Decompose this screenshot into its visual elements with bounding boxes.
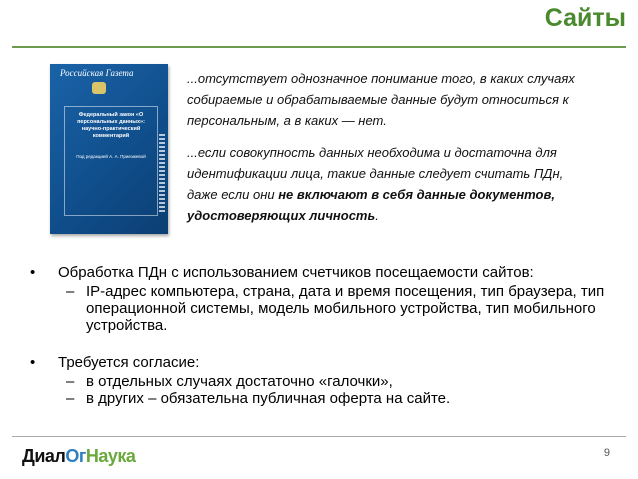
book-emblem-icon [92,82,106,94]
sub-item [66,373,610,390]
dash-symbol: – [66,390,75,407]
logo-part-3: Наука [85,446,136,466]
bullet-symbol: • [30,264,36,281]
slide-title: Сайты [544,4,626,32]
quote-1: ...отсутствует однозначное понимание того, в каких случаях собираемые и обрабатываемые данные будут относиться к персональным, а в каких — нет. [187,71,575,128]
bullet-item [30,264,610,281]
book-gazette-title: Российская Газета [60,68,134,78]
bullet-item [30,354,610,371]
sub-item-text: IP-адрес компьютера, страна, дата и время посещения, тип браузера, тип операционной системы, модель мобильного устройства, тип мобильного устройства. [86,283,605,334]
logo-part-2: Ог [65,446,86,466]
title-divider [12,46,626,48]
bullet-symbol: • [30,354,36,371]
logo-part-1: Диал [22,446,66,466]
quote-2-bold: не включают в себя данные документов, удостоверяющих личность [187,187,555,223]
dash-symbol: – [66,283,75,300]
quote-2-end: . [375,208,379,223]
spacer [30,334,610,354]
dash-symbol: – [66,373,75,390]
bullet-text: Обработка ПДн с использованием счетчиков посещаемости сайтов: [58,264,534,281]
footer-divider [12,436,626,437]
book-cover-image [50,64,168,234]
sub-item [66,283,610,334]
page-number: 9 [603,447,610,459]
company-logo [22,446,135,467]
quote-2 [187,142,587,226]
sub-item [66,390,610,407]
sub-item-text: в других – обязательна публичная оферта на сайте. [86,390,451,407]
bullet-list [30,264,610,407]
book-law-title: Федеральный закон «О персональных данных»: научно-практический комментарий [77,112,145,139]
sub-item-text: в отдельных случаях достаточно «галочки», [86,373,393,390]
bullet-text: Требуется согласие: [58,354,200,371]
book-editor-text: Под редакцией А. А. Приезжевой [76,154,146,159]
quote-2-text: ...если совокупность данных необходима и достаточна для идентификации лица, такие данные следует считать ПДн, даже если они [187,145,564,202]
book-spine-text [159,134,165,214]
